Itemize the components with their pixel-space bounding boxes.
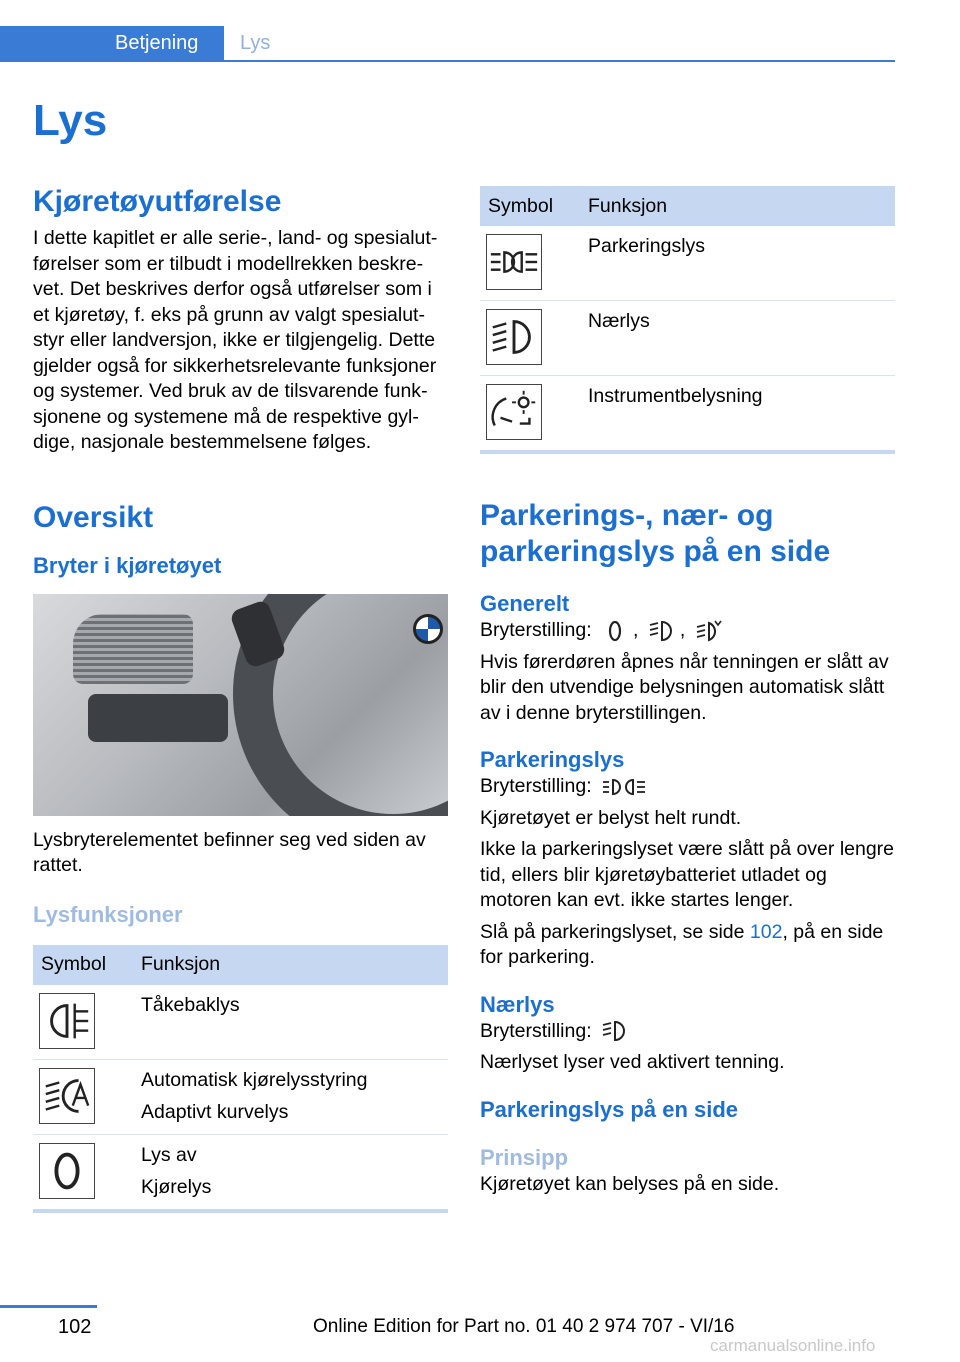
low-beam-icon bbox=[486, 309, 542, 365]
table-row bbox=[480, 376, 895, 453]
switch-position-parking: Bryterstilling: bbox=[480, 774, 895, 800]
col-symbol: Symbol bbox=[480, 186, 580, 226]
paragraph-general: Hvis førerdøren åpnes når tenningen er slått av blir den utvendige belysningen automatisk slått av i denne bryterstillingen. bbox=[480, 650, 889, 724]
page-title: Lys bbox=[33, 96, 108, 145]
left-column bbox=[33, 184, 448, 1213]
functions-table bbox=[33, 945, 448, 1213]
rear-fog-light-icon bbox=[39, 993, 95, 1049]
header-bar bbox=[0, 0, 960, 62]
table-row bbox=[480, 301, 895, 376]
paragraph-principle: Kjøretøyet kan belyses på en side. bbox=[480, 1172, 780, 1195]
row-label: Instrumentbelysning bbox=[588, 385, 763, 407]
switch-position-lowbeam: Bryterstilling: bbox=[480, 1019, 895, 1045]
heading-switch: Bryter i kjøretøyet bbox=[33, 552, 222, 578]
symbols-table bbox=[480, 186, 895, 454]
row-label: Kjørelys bbox=[141, 1175, 212, 1198]
lights-off-icon bbox=[601, 619, 629, 643]
switch-photo bbox=[33, 594, 448, 816]
col-symbol: Symbol bbox=[33, 945, 133, 985]
automatic-headlight-icon bbox=[39, 1068, 95, 1124]
table-row bbox=[33, 1059, 448, 1134]
header-rule bbox=[0, 60, 895, 62]
paragraph-parking-3: Slå på parkeringslyset, se side 102, på en side for parkering. bbox=[480, 920, 884, 968]
tab-lys[interactable]: Lys bbox=[240, 32, 271, 54]
heading-section: Parkerings-, nær- og parkeringslys på en side bbox=[480, 499, 831, 568]
heading-oneside: Parkeringslys på en side bbox=[480, 1096, 739, 1122]
footer-rule bbox=[0, 1305, 97, 1308]
col-function: Funksjon bbox=[133, 945, 448, 985]
table-row bbox=[480, 226, 895, 301]
watermark: carmanualsonline.info bbox=[710, 1336, 876, 1355]
parking-light-icon bbox=[486, 234, 542, 290]
heading-lowbeam: Nærlys bbox=[480, 991, 555, 1017]
heading-functions: Lysfunksjoner bbox=[33, 901, 183, 927]
low-beam-icon bbox=[601, 1019, 629, 1043]
edition-text: Online Edition for Part no. 01 40 2 974 707 - VI/16 bbox=[313, 1316, 735, 1337]
page-number: 102 bbox=[58, 1316, 92, 1338]
parking-light-icon bbox=[601, 775, 647, 799]
instrument-lighting-icon bbox=[486, 384, 542, 440]
heading-variant: Kjøretøyutførelse bbox=[33, 185, 282, 218]
automatic-headlight-icon bbox=[695, 619, 723, 643]
lights-off-icon bbox=[39, 1143, 95, 1199]
row-label: Nærlys bbox=[588, 310, 650, 332]
paragraph-lowbeam: Nærlyset lyser ved aktivert tenning. bbox=[480, 1051, 785, 1073]
low-beam-icon bbox=[648, 619, 676, 643]
heading-general: Generelt bbox=[480, 591, 570, 616]
col-function: Funksjon bbox=[580, 186, 895, 226]
heading-overview: Oversikt bbox=[33, 500, 154, 534]
right-column bbox=[480, 186, 895, 1197]
heading-parking: Parkeringslys bbox=[480, 747, 625, 772]
paragraph-variant: I dette kapitlet er alle serie-, land- og spesialutførelser som er tilbudt i modellrekken beskrevet. Det beskrives derfor også utførelser som i et kjøretøy, f. eks på grunn av valgt spesialutstyr eller landversjon, ikke er tilgjengelig. Dette gjelder også for sikkerhetsrelevante funksjoner og systemer. Ved bruk av de tilsvarende funksjonene og systemene må de respektive gyldige, nasjonale bestemmelsene følges. bbox=[33, 227, 438, 453]
row-label: Automatisk kjørelysstyring bbox=[141, 1068, 368, 1091]
page-link[interactable]: 102 bbox=[749, 920, 783, 943]
heading-principle: Prinsipp bbox=[480, 1144, 569, 1170]
switch-position-general: Bryterstilling: , , bbox=[480, 618, 895, 644]
table-row bbox=[33, 1134, 448, 1211]
paragraph-parking-1: Kjøretøyet er belyst helt rundt. bbox=[480, 806, 742, 829]
table-row bbox=[33, 985, 448, 1060]
row-label: Tåkebaklys bbox=[141, 993, 240, 1016]
paragraph-parking-2: Ikke la parkeringslyset være slått på over lengre tid, ellers blir kjøretøybatteriet utladet og motoren kan evt. ikke startes lenger. bbox=[480, 838, 895, 911]
row-label: Parkeringslys bbox=[588, 235, 706, 257]
row-label: Lys av bbox=[141, 1143, 197, 1166]
tab-betjening[interactable]: Betjening bbox=[0, 26, 224, 60]
photo-caption: Lysbryterelementet befinner seg ved siden av rattet. bbox=[33, 828, 426, 876]
row-label: Adaptivt kurvelys bbox=[141, 1100, 289, 1123]
